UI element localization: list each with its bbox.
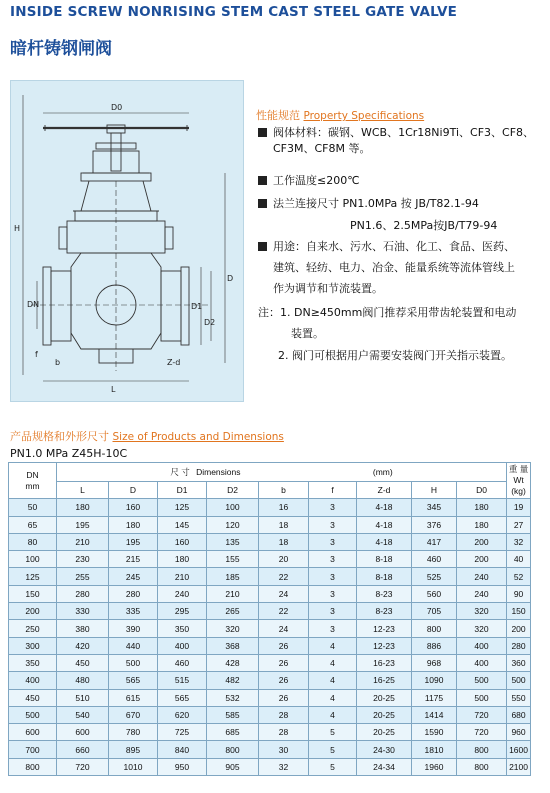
table-cell: 27 bbox=[507, 516, 531, 533]
table-cell: 905 bbox=[207, 758, 259, 775]
table-cell: 800 bbox=[412, 620, 457, 637]
table-cell: 428 bbox=[207, 654, 259, 671]
specs-heading bbox=[256, 107, 424, 123]
table-cell: 5 bbox=[309, 724, 357, 741]
table-cell: 200 bbox=[9, 603, 57, 620]
table-cell: 350 bbox=[158, 620, 207, 637]
table-cell: 120 bbox=[207, 516, 259, 533]
table-cell: 368 bbox=[207, 637, 259, 654]
table-cell: 345 bbox=[412, 499, 457, 516]
table-cell: 725 bbox=[158, 724, 207, 741]
table-cell: 500 bbox=[457, 672, 507, 689]
table-cell: 3 bbox=[309, 516, 357, 533]
table-cell: 335 bbox=[109, 603, 158, 620]
table-cell: 440 bbox=[109, 637, 158, 654]
table-cell: 180 bbox=[457, 499, 507, 516]
table-cell: 3 bbox=[309, 568, 357, 585]
table-row bbox=[9, 672, 531, 689]
table-cell: 19 bbox=[507, 499, 531, 516]
table-cell: 24 bbox=[259, 620, 309, 637]
table-cell: 720 bbox=[57, 758, 109, 775]
table-cell: 600 bbox=[9, 724, 57, 741]
label-b: b bbox=[55, 358, 61, 367]
table-cell: 540 bbox=[57, 706, 109, 723]
label-d1: D1 bbox=[191, 302, 203, 311]
table-cell: 200 bbox=[457, 551, 507, 568]
table-cell: 30 bbox=[259, 741, 309, 758]
table-cell: 280 bbox=[109, 585, 158, 602]
table-cell: 90 bbox=[507, 585, 531, 602]
table-cell: 65 bbox=[9, 516, 57, 533]
label-h: H bbox=[14, 224, 21, 233]
table-cell: 135 bbox=[207, 533, 259, 550]
table-cell: 1590 bbox=[412, 724, 457, 741]
table-row bbox=[9, 689, 531, 706]
table-cell: 280 bbox=[57, 585, 109, 602]
table-cell: 376 bbox=[412, 516, 457, 533]
note-1-line1: 1. DN≥450mm阀门推荐采用带齿轮装置和电动 bbox=[280, 306, 517, 319]
table-row bbox=[9, 758, 531, 775]
spec-flange-line2: PN1.6、2.5MPa按JB/T79-94 bbox=[350, 219, 498, 232]
table-cell: 532 bbox=[207, 689, 259, 706]
table-cell: 670 bbox=[109, 706, 158, 723]
table-cell: 400 bbox=[158, 637, 207, 654]
table-cell: 500 bbox=[507, 672, 531, 689]
table-cell: 450 bbox=[57, 654, 109, 671]
table-cell: 886 bbox=[412, 637, 457, 654]
valve-drawing-svg bbox=[11, 81, 243, 401]
table-cell: 550 bbox=[507, 689, 531, 706]
table-cell: 100 bbox=[207, 499, 259, 516]
table-cell: 4 bbox=[309, 706, 357, 723]
table-cell: 26 bbox=[259, 654, 309, 671]
table-cell: 195 bbox=[109, 533, 158, 550]
spec-usage bbox=[258, 239, 515, 297]
table-cell: 3 bbox=[309, 603, 357, 620]
table-cell: 1175 bbox=[412, 689, 457, 706]
table-cell: 100 bbox=[9, 551, 57, 568]
table-cell: 360 bbox=[507, 654, 531, 671]
table-cell: 160 bbox=[158, 533, 207, 550]
table-row bbox=[9, 603, 531, 620]
table-cell: 210 bbox=[207, 585, 259, 602]
table-cell: 1414 bbox=[412, 706, 457, 723]
table-cell: 5 bbox=[309, 741, 357, 758]
table-cell: 215 bbox=[109, 551, 158, 568]
table-cell: 350 bbox=[9, 654, 57, 671]
specs-heading-en: Property Specifications bbox=[303, 110, 425, 122]
table-cell: 125 bbox=[9, 568, 57, 585]
table-row bbox=[9, 533, 531, 550]
header-weight: 重 量 Wt (kg) bbox=[507, 463, 531, 499]
table-cell: 480 bbox=[57, 672, 109, 689]
table-row bbox=[9, 654, 531, 671]
table-cell: 180 bbox=[57, 499, 109, 516]
table-cell: 20-25 bbox=[357, 689, 412, 706]
table-cell: 1810 bbox=[412, 741, 457, 758]
table-row bbox=[9, 706, 531, 723]
note-2: 2. 阀门可根据用户需要安装阀门开关指示装置。 bbox=[278, 349, 512, 362]
bullet-icon bbox=[258, 242, 267, 251]
table-cell: 800 bbox=[9, 758, 57, 775]
table-cell: 510 bbox=[57, 689, 109, 706]
table-cell: 4 bbox=[309, 689, 357, 706]
dimensions-heading bbox=[10, 428, 284, 444]
table-cell: 240 bbox=[158, 585, 207, 602]
table-row bbox=[9, 724, 531, 741]
table-cell: 245 bbox=[109, 568, 158, 585]
table-cell: 255 bbox=[57, 568, 109, 585]
table-cell: 700 bbox=[9, 741, 57, 758]
table-cell: 3 bbox=[309, 533, 357, 550]
page-subtitle: 暗杆铸钢闸阀 bbox=[10, 39, 112, 59]
table-cell: 8-23 bbox=[357, 603, 412, 620]
table-row bbox=[9, 637, 531, 654]
table-row bbox=[9, 741, 531, 758]
table-cell: 460 bbox=[412, 551, 457, 568]
table-cell: 585 bbox=[207, 706, 259, 723]
table-cell: 145 bbox=[158, 516, 207, 533]
table-row bbox=[9, 620, 531, 637]
spec-material bbox=[258, 125, 534, 157]
table-cell: 185 bbox=[207, 568, 259, 585]
table-cell: 28 bbox=[259, 724, 309, 741]
table-cell: 24 bbox=[259, 585, 309, 602]
column-header: H bbox=[412, 482, 457, 499]
label-l: L bbox=[111, 385, 116, 394]
column-header: D1 bbox=[158, 482, 207, 499]
spec-usage-line3: 作为调节和节流装置。 bbox=[273, 282, 383, 295]
table-row bbox=[9, 499, 531, 516]
valve-drawing bbox=[10, 80, 244, 402]
table-cell: 160 bbox=[109, 499, 158, 516]
table-cell: 3 bbox=[309, 551, 357, 568]
table-cell: 320 bbox=[457, 603, 507, 620]
table-cell: 450 bbox=[9, 689, 57, 706]
table-cell: 4 bbox=[309, 637, 357, 654]
label-dn: DN bbox=[27, 300, 40, 309]
table-cell: 22 bbox=[259, 568, 309, 585]
label-z-d: Z-d bbox=[167, 358, 181, 367]
column-header: b bbox=[259, 482, 309, 499]
table-cell: 195 bbox=[57, 516, 109, 533]
table-cell: 16-23 bbox=[357, 654, 412, 671]
table-cell: 200 bbox=[457, 533, 507, 550]
table-cell: 180 bbox=[109, 516, 158, 533]
dimensions-heading-cn: 产品规格和外形尺寸 bbox=[10, 430, 109, 443]
table-cell: 620 bbox=[158, 706, 207, 723]
table-cell: 20-25 bbox=[357, 706, 412, 723]
column-header: f bbox=[309, 482, 357, 499]
table-cell: 560 bbox=[412, 585, 457, 602]
table-cell: 4 bbox=[309, 654, 357, 671]
spec-material-line1: 阀体材料：碳钢、WCB、1Cr18Ni9Ti、CF3、CF8、 bbox=[273, 126, 535, 139]
spec-usage-line2: 建筑、轻纺、电力、冶金、能量系统等流体管线上 bbox=[273, 261, 515, 274]
column-header: L bbox=[57, 482, 109, 499]
table-cell: 4-18 bbox=[357, 516, 412, 533]
notes-prefix: 注： bbox=[258, 306, 280, 319]
table-cell: 18 bbox=[259, 533, 309, 550]
dimensions-table bbox=[8, 462, 531, 776]
table-cell: 320 bbox=[457, 620, 507, 637]
table-cell: 250 bbox=[9, 620, 57, 637]
table-cell: 1010 bbox=[109, 758, 158, 775]
table-cell: 28 bbox=[259, 706, 309, 723]
table-cell: 24-34 bbox=[357, 758, 412, 775]
table-cell: 895 bbox=[109, 741, 158, 758]
table-cell: 180 bbox=[158, 551, 207, 568]
table-cell: 26 bbox=[259, 672, 309, 689]
spec-usage-line1: 用途：自来水、污水、石油、化工、食品、医药、 bbox=[273, 240, 515, 253]
table-cell: 125 bbox=[158, 499, 207, 516]
table-cell: 840 bbox=[158, 741, 207, 758]
table-cell: 800 bbox=[457, 741, 507, 758]
table-cell: 300 bbox=[9, 637, 57, 654]
table-cell: 200 bbox=[507, 620, 531, 637]
header-dn: DN mm bbox=[9, 463, 57, 499]
table-cell: 16 bbox=[259, 499, 309, 516]
table-cell: 40 bbox=[507, 551, 531, 568]
table-cell: 52 bbox=[507, 568, 531, 585]
label-d2: D2 bbox=[204, 318, 216, 327]
table-cell: 12-23 bbox=[357, 637, 412, 654]
model-label: PN1.0 MPa Z45H-10C bbox=[10, 447, 128, 460]
table-cell: 8-18 bbox=[357, 568, 412, 585]
table-cell: 18 bbox=[259, 516, 309, 533]
table-cell: 400 bbox=[9, 672, 57, 689]
table-cell: 32 bbox=[259, 758, 309, 775]
table-cell: 417 bbox=[412, 533, 457, 550]
table-cell: 5 bbox=[309, 758, 357, 775]
table-cell: 482 bbox=[207, 672, 259, 689]
table-cell: 320 bbox=[207, 620, 259, 637]
table-cell: 2100 bbox=[507, 758, 531, 775]
table-cell: 3 bbox=[309, 620, 357, 637]
table-cell: 420 bbox=[57, 637, 109, 654]
specs-heading-cn: 性能规范 bbox=[256, 109, 300, 122]
table-cell: 600 bbox=[57, 724, 109, 741]
table-cell: 26 bbox=[259, 637, 309, 654]
table-cell: 295 bbox=[158, 603, 207, 620]
table-cell: 32 bbox=[507, 533, 531, 550]
table-cell: 565 bbox=[109, 672, 158, 689]
table-cell: 265 bbox=[207, 603, 259, 620]
table-cell: 80 bbox=[9, 533, 57, 550]
table-cell: 22 bbox=[259, 603, 309, 620]
table-cell: 960 bbox=[507, 724, 531, 741]
spec-flange bbox=[258, 196, 497, 234]
table-cell: 8-23 bbox=[357, 585, 412, 602]
table-cell: 3 bbox=[309, 499, 357, 516]
table-cell: 16-25 bbox=[357, 672, 412, 689]
table-cell: 950 bbox=[158, 758, 207, 775]
bullet-icon bbox=[258, 199, 267, 208]
bullet-icon bbox=[258, 128, 267, 137]
table-cell: 210 bbox=[57, 533, 109, 550]
spec-temperature bbox=[258, 173, 360, 189]
table-cell: 720 bbox=[457, 724, 507, 741]
spec-flange-line1: 法兰连接尺寸 PN1.0MPa 按 JB/T82.1-94 bbox=[273, 197, 479, 210]
table-cell: 150 bbox=[507, 603, 531, 620]
table-row bbox=[9, 516, 531, 533]
table-cell: 500 bbox=[457, 689, 507, 706]
table-cell: 380 bbox=[57, 620, 109, 637]
table-cell: 4-18 bbox=[357, 533, 412, 550]
table-body bbox=[9, 499, 531, 776]
table-cell: 26 bbox=[259, 689, 309, 706]
column-header: D bbox=[109, 482, 158, 499]
table-cell: 150 bbox=[9, 585, 57, 602]
dimensions-heading-en: Size of Products and Dimensions bbox=[112, 431, 284, 443]
table-cell: 705 bbox=[412, 603, 457, 620]
table-cell: 685 bbox=[207, 724, 259, 741]
table-cell: 240 bbox=[457, 585, 507, 602]
table-row bbox=[9, 568, 531, 585]
table-cell: 525 bbox=[412, 568, 457, 585]
table-cell: 4-18 bbox=[357, 499, 412, 516]
table-cell: 155 bbox=[207, 551, 259, 568]
page-title: INSIDE SCREW NONRISING STEM CAST STEEL GATE VALVE bbox=[10, 4, 458, 20]
spec-temperature-text: 工作温度≤200℃ bbox=[273, 174, 360, 187]
table-row bbox=[9, 585, 531, 602]
table-cell: 24-30 bbox=[357, 741, 412, 758]
table-cell: 50 bbox=[9, 499, 57, 516]
table-cell: 968 bbox=[412, 654, 457, 671]
table-cell: 20 bbox=[259, 551, 309, 568]
column-header: D0 bbox=[457, 482, 507, 499]
table-cell: 460 bbox=[158, 654, 207, 671]
note-1-line2: 装置。 bbox=[291, 327, 324, 340]
table-cell: 780 bbox=[109, 724, 158, 741]
column-header: Z-d bbox=[357, 482, 412, 499]
table-row bbox=[9, 551, 531, 568]
table-cell: 615 bbox=[109, 689, 158, 706]
table-cell: 3 bbox=[309, 585, 357, 602]
spec-material-line2: CF3M、CF8M 等。 bbox=[273, 142, 371, 155]
table-cell: 720 bbox=[457, 706, 507, 723]
column-header: D2 bbox=[207, 482, 259, 499]
table-cell: 4 bbox=[309, 672, 357, 689]
table-cell: 390 bbox=[109, 620, 158, 637]
table-cell: 330 bbox=[57, 603, 109, 620]
column-header-row bbox=[9, 482, 531, 499]
notes bbox=[258, 304, 516, 363]
label-f: f bbox=[35, 350, 38, 359]
table-cell: 500 bbox=[109, 654, 158, 671]
table-cell: 800 bbox=[457, 758, 507, 775]
header-dimensions: 尺 寸 Dimensions (mm) bbox=[57, 463, 507, 482]
table-cell: 230 bbox=[57, 551, 109, 568]
label-d0: D0 bbox=[111, 103, 123, 112]
table-cell: 1960 bbox=[412, 758, 457, 775]
table-cell: 20-25 bbox=[357, 724, 412, 741]
table-cell: 8-18 bbox=[357, 551, 412, 568]
table-cell: 515 bbox=[158, 672, 207, 689]
table-cell: 400 bbox=[457, 637, 507, 654]
table-cell: 400 bbox=[457, 654, 507, 671]
table-cell: 210 bbox=[158, 568, 207, 585]
table-cell: 680 bbox=[507, 706, 531, 723]
label-d: D bbox=[227, 274, 234, 283]
table-cell: 565 bbox=[158, 689, 207, 706]
bullet-icon bbox=[258, 176, 267, 185]
table-cell: 180 bbox=[457, 516, 507, 533]
table-cell: 800 bbox=[207, 741, 259, 758]
table-cell: 1600 bbox=[507, 741, 531, 758]
table-cell: 660 bbox=[57, 741, 109, 758]
table-cell: 500 bbox=[9, 706, 57, 723]
table-cell: 12-23 bbox=[357, 620, 412, 637]
table-cell: 1090 bbox=[412, 672, 457, 689]
table-cell: 240 bbox=[457, 568, 507, 585]
table-cell: 280 bbox=[507, 637, 531, 654]
